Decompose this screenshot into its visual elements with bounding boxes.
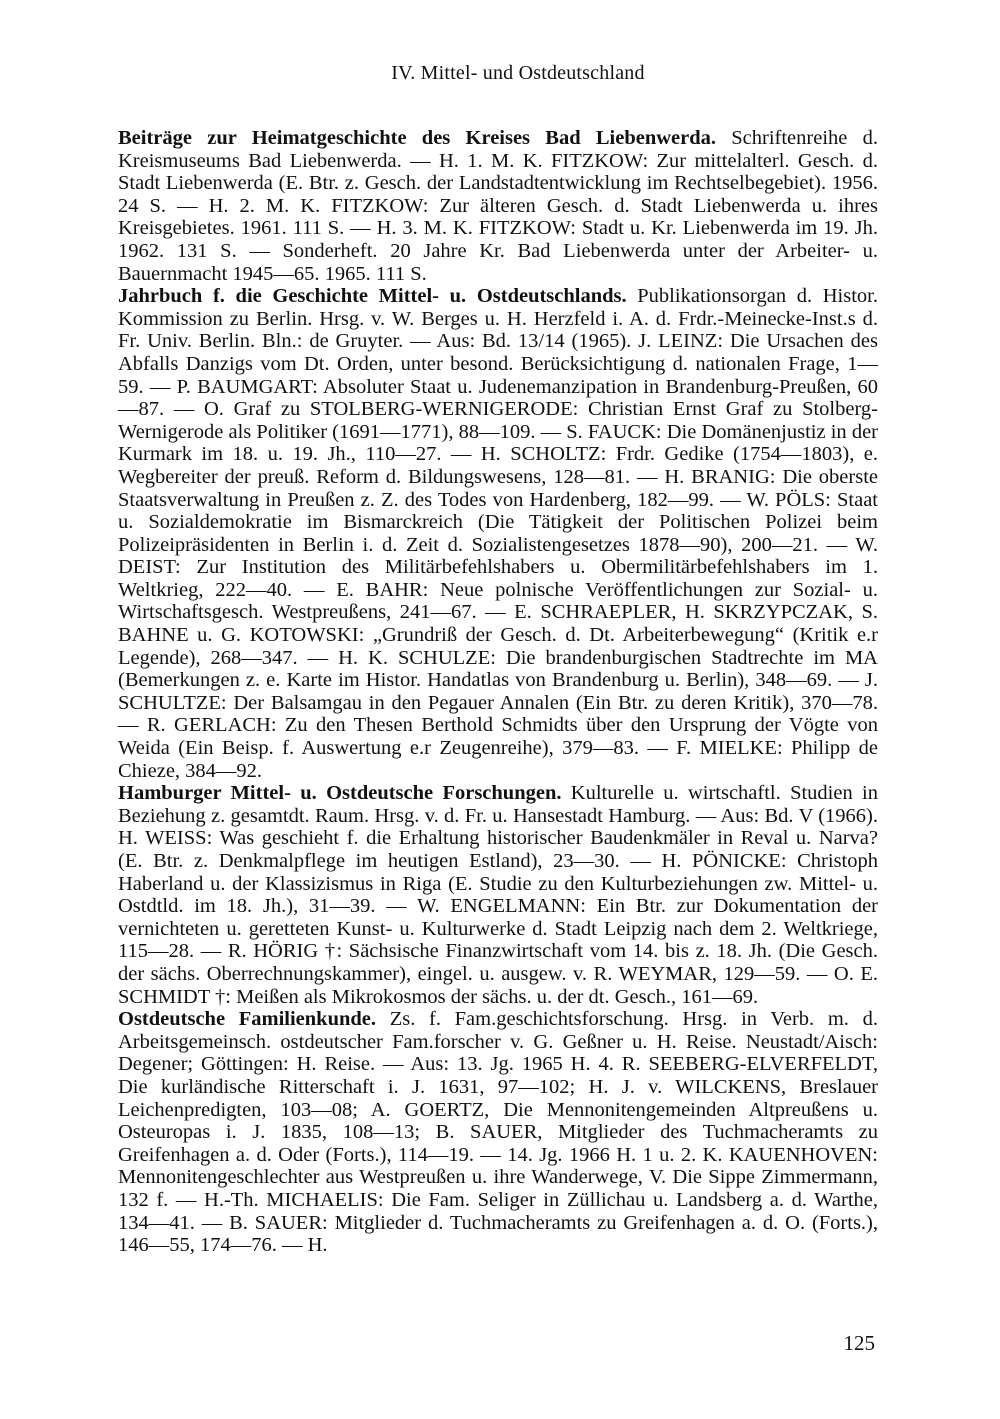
entry-heimatgeschichte-liebenwerda <box>118 127 878 285</box>
entry-jahrbuch-mittel-ostdeutschland <box>118 285 878 782</box>
running-head: IV. Mittel- und Ostdeutschland <box>391 62 645 84</box>
entry-body: Publikationsorgan d. Histor. Kommission zu Berlin. Hrsg. v. W. Berges u. H. Herzfeld i. A. d. Frdr.-Meinecke-Inst.s d. Fr. Univ. Berlin. Bln.: de Gruyter. — Aus: Bd. 13/14 (1965). J. LEINZ: Die Ursachen des Abfalls Danzigs vom Dt. Orden, unter besond. Berücksichtigung d. nationalen Frage, 1—59. — P. BAUMGART: Absoluter Staat u. Judenemanzipation in Brandenburg-Preußen, 60—87. — O. Graf zu STOLBERG-WERNIGERODE: Christian Ernst Graf zu Stolberg-Wernigerode als Politiker (1691—1771), 88—109. — S. FAUCK: Die Domänenjustiz in der Kurmark im 18. u. 19. Jh., 110—27. — H. SCHOLTZ: Frdr. Gedike (1754—1803), e. Wegbereiter der preuß. Reform d. Bildungswesens, 128—81. — H. BRANIG: Die oberste Staatsverwaltung in Preußen z. Z. des Todes von Hardenberg, 182—99. — W. PÖLS: Staat u. Sozialdemokratie im Bismarckreich (Die Tätigkeit der Politischen Polizei beim Polizeipräsidenten in Berlin i. d. Zeit d. Sozialistengesetzes 1878—90), 200—21. — W. DEIST: Zur Institution des Militärbefehlshabers u. Obermilitärbefehlshabers im 1. Weltkrieg, 222—40. — E. BAHR: Neue polnische Veröffentlichungen zur Sozial- u. Wirtschaftsgesch. Westpreußens, 241—67. — E. SCHRAEPLER, H. SKRZYPCZAK, S. BAHNE u. G. KOTOWSKI: „Grundriß der Gesch. d. Dt. Arbeiterbewegung“ (Kritik e.r Legende), 268—347. — H. K. SCHULZE: Die brandenburgischen Stadtrechte im MA (Bemerkungen z. e. Karte im Histor. Handatlas von Brandenburg u. Berlin), 348—69. — J. SCHULTZE: Der Balsamgau in den Pegauer Annalen (Ein Btr. zu deren Kritik), 370—78. — R. GERLACH: Zu den Thesen Berthold Schmidts über den Ursprung der Vögte von Weida (Ein Beisp. f. Auswertung e.r Zeugenreihe), 379—83. — F. MIELKE: Philipp de Chieze, 384—92. <box>118 285 878 782</box>
entry-body: Schriftenreihe d. Kreismuseums Bad Liebenwerda. — H. 1. M. K. FITZKOW: Zur mittelalterl. Gesch. d. Stadt Liebenwerda (E. Btr. z. Gesch. der Landstadtentwicklung im Rechtselbegebiet). 1956. 24 S. — H. 2. M. K. FITZKOW: Zur älteren Gesch. d. Stadt Liebenwerda u. ihres Kreisgebietes. 1961. 111 S. — H. 3. M. K. FITZKOW: Stadt u. Kr. Liebenwerda im 19. Jh. 1962. 131 S. — Sonderheft. 20 Jahre Kr. Bad Liebenwerda unter der Arbeiter- u. Bauernmacht 1945—65. 1965. 111 S. <box>118 127 878 285</box>
entry-title: Beiträge zur Heimatgeschichte des Kreises Bad Liebenwerda. <box>118 127 716 149</box>
entry-title: Hamburger Mittel- u. Ostdeutsche Forschungen. <box>118 782 562 805</box>
entry-title: Jahrbuch f. die Geschichte Mittel- u. Ostdeutschlands. <box>118 285 627 308</box>
document-page <box>118 62 878 1257</box>
entry-body: Kulturelle u. wirtschaftl. Studien in Beziehung z. gesamtdt. Raum. Hrsg. v. d. Fr. u. Hansestadt Hamburg. — Aus: Bd. V (1966). H. WEISS: Was geschieht f. die Erhaltung historischer Baudenkmäler in Reval u. Narva? (E. Btr. z. Denkmalpflege im heutigen Estland), 23—30. — H. PÖNICKE: Christoph Haberland u. der Klassizismus in Riga (E. Studie zu den Kulturbeziehungen zw. Mittel- u. Ostdtld. im 18. Jh.), 31—39. — W. ENGELMANN: Ein Btr. zur Dokumentation der vernichteten u. geretteten Kunst- u. Kulturwerke d. Stadt Leipzig nach dem 2. Weltkriege, 115—28. — R. HÖRIG †: Sächsische Finanzwirtschaft vom 14. bis z. 18. Jh. (Die Gesch. der sächs. Oberrechnungskammer), eingel. u. ausgew. v. R. WEYMAR, 129—59. — O. E. SCHMIDT †: Meißen als Mikrokosmos der sächs. u. der dt. Gesch., 161—69. <box>118 782 878 1008</box>
entry-hamburger-forschungen <box>118 782 878 1008</box>
page-number: 125 <box>843 1331 875 1355</box>
entry-body: Zs. f. Fam.geschichtsforschung. Hrsg. in Verb. m. d. Arbeitsgemeinsch. ostdeutscher Fam.forscher v. G. Geßner u. H. Reise. Neustadt/Aisch: Degener; Göttingen: H. Reise. — Aus: 13. Jg. 1965 H. 4. R. SEEBERG-ELVERFELDT, Die kurländische Ritterschaft i. J. 1631, 97—102; H. J. v. WILCKENS, Breslauer Leichenpredigten, 103—08; A. GOERTZ, Die Mennonitengemeinden Altpreußens u. Osteuropas i. J. 1835, 108—13; B. SAUER, Mitglieder des Tuchmacheramts zu Greifenhagen a. d. Oder (Forts.), 114—19. — 14. Jg. 1966 H. 1 u. 2. K. KAUENHOVEN: Mennonitengeschlechter aus Westpreußen u. ihre Wanderwege, V. Die Sippe Zimmermann, 132 f. — H.-Th. MICHAELIS: Die Fam. Seliger in Züllichau u. Landsberg a. d. Warthe, 134—41. — B. SAUER: Mitglieder d. Tuchmacheramts zu Greifenhagen a. d. O. (Forts.), 146—55, 174—76. — H. <box>118 1008 878 1257</box>
entry-title: Ostdeutsche Familienkunde. <box>118 1008 377 1031</box>
entry-ostdeutsche-familienkunde <box>118 1008 878 1257</box>
